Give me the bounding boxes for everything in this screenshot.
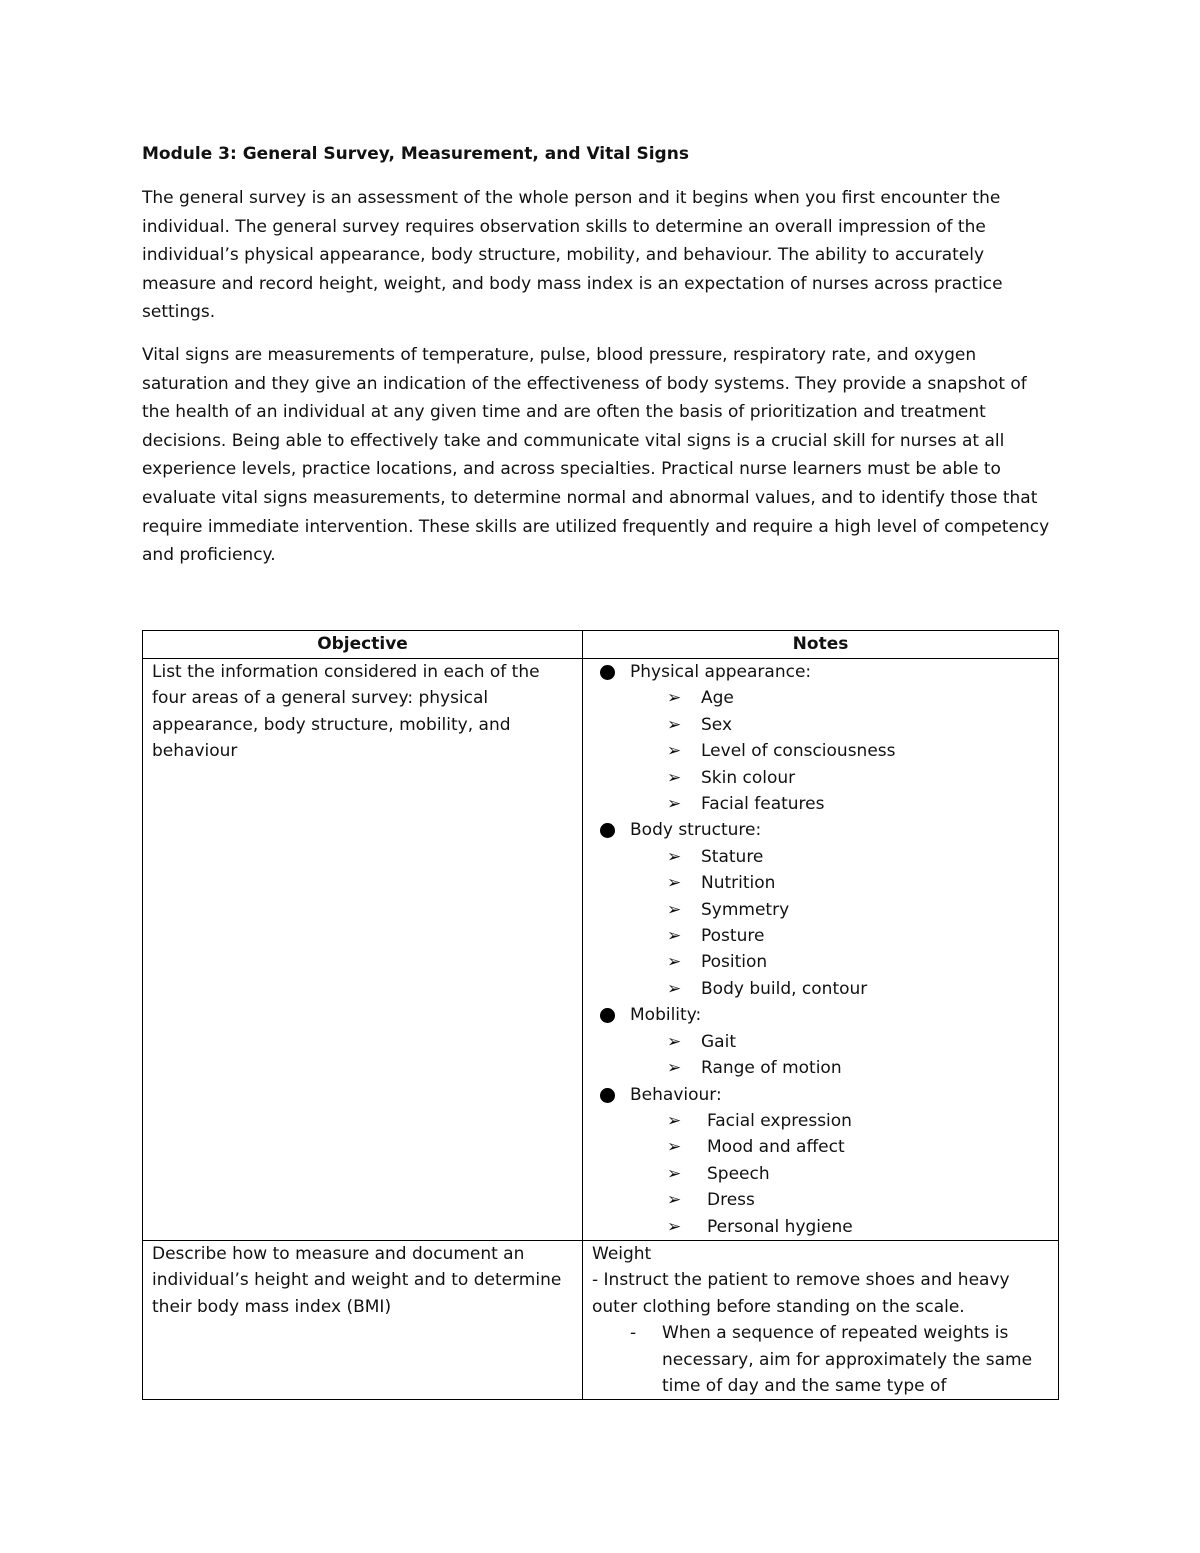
notes-bullet-list — [592, 659, 1050, 1240]
header-notes: Notes — [583, 631, 1059, 659]
table-row — [143, 1240, 1059, 1399]
sub-item-label: Stature — [701, 846, 764, 867]
arrowhead-bullet-icon: ➢ — [667, 978, 682, 999]
list-item — [667, 1134, 1050, 1160]
header-objective: Objective — [143, 631, 583, 659]
list-item — [630, 659, 1050, 817]
sub-list-physical-appearance — [630, 685, 1050, 817]
sub-list-behaviour — [630, 1108, 1050, 1240]
notes-general-survey — [583, 659, 1059, 1241]
sub-item-label: Mood and affect — [707, 1137, 845, 1158]
arrowhead-bullet-icon: ➢ — [667, 794, 682, 815]
list-item — [667, 1161, 1050, 1187]
intro-paragraph-general-survey: The general survey is an assessment of the whole person and it begins when you first encounter the individual. The general survey requires observation skills to determine an overall impression of the individual’s physical appearance, body structure, mobility, and behaviour. The ability to accurately measure and record height, weight, and body mass index is an expectation of nurses across practice settings. — [142, 188, 1003, 323]
list-item — [667, 1029, 1050, 1055]
sub-item-label: Posture — [701, 926, 765, 947]
bullet-dot-icon — [600, 665, 615, 680]
group-label-body-structure: Body structure: — [630, 820, 762, 841]
table-row — [143, 659, 1059, 1241]
group-label-behaviour: Behaviour: — [630, 1084, 722, 1105]
list-item — [667, 1187, 1050, 1213]
group-label-mobility: Mobility: — [630, 1005, 702, 1026]
sub-item-label: Speech — [707, 1163, 770, 1184]
list-item — [592, 1320, 1050, 1399]
arrowhead-bullet-icon: ➢ — [667, 1190, 682, 1211]
arrowhead-bullet-icon: ➢ — [667, 1163, 682, 1184]
sub-list-body-structure — [630, 844, 1050, 1002]
document-title: Module 3: General Survey, Measurement, and Vital Signs — [142, 144, 689, 164]
list-item — [667, 712, 1050, 738]
list-item — [630, 1002, 1050, 1081]
sub-item-label: Gait — [701, 1031, 736, 1052]
arrowhead-bullet-icon: ➢ — [667, 952, 682, 973]
sub-item-label: Skin colour — [701, 767, 796, 788]
bullet-dot-icon — [600, 1088, 615, 1103]
sub-item-label: Nutrition — [701, 873, 776, 894]
sub-item-label: Position — [701, 952, 768, 973]
arrowhead-bullet-icon: ➢ — [667, 1110, 682, 1131]
sub-list-mobility — [630, 1029, 1050, 1082]
arrowhead-bullet-icon: ➢ — [667, 741, 682, 762]
list-item — [667, 976, 1050, 1002]
document-body — [142, 140, 1060, 584]
list-item — [630, 1082, 1050, 1240]
notes-height-weight-bmi — [583, 1240, 1059, 1399]
objective-cell-content: Describe how to measure and document an individual’s height and weight and to determine their body mass index (BMI) — [152, 1243, 562, 1317]
objective-general-survey: List the information considered in each of the four areas of a general survey: physical appearance, body structure, mobility, and behaviour — [143, 659, 583, 1241]
list-item — [630, 817, 1050, 1002]
list-item — [667, 1214, 1050, 1240]
intro-paragraph-vital-signs: Vital signs are measurements of temperature, pulse, blood pressure, respiratory rate, and oxygen saturation and they give an indication of the effectiveness of body systems. They provide a snapshot of the health of an individual at any given time and are often the basis of prioritization and treatment decisions. Being able to effectively take and communicate vital signs is a crucial skill for nurses at all experience levels, practice locations, and across specialties. Practical nurse learners must be able to evaluate vital signs measurements, to determine normal and abnormal values, and to identify those that require immediate intervention. These skills are utilized frequently and require a high level of competency and proficiency. — [142, 344, 1050, 566]
weight-instruction: - Instruct the patient to remove shoes and heavy outer clothing before standing on the scale. — [592, 1270, 1010, 1317]
list-item — [667, 949, 1050, 975]
list-item — [667, 685, 1050, 711]
list-item — [667, 923, 1050, 949]
objective-height-weight-bmi — [143, 1240, 583, 1399]
arrowhead-bullet-icon: ➢ — [667, 926, 682, 947]
bullet-dot-icon — [600, 823, 615, 838]
list-item — [667, 1055, 1050, 1081]
arrowhead-bullet-icon: ➢ — [667, 1216, 682, 1237]
notes-cell-content — [592, 1241, 1050, 1399]
arrowhead-bullet-icon: ➢ — [667, 873, 682, 894]
sub-item-label: Range of motion — [701, 1058, 842, 1079]
objectives-table — [142, 630, 1059, 1400]
bullet-dot-icon — [600, 1008, 615, 1023]
sub-item-label: Facial features — [701, 794, 825, 815]
arrowhead-bullet-icon: ➢ — [667, 714, 682, 735]
sub-item-label: Level of consciousness — [701, 741, 896, 762]
sub-item-label: Sex — [701, 714, 733, 735]
dash-bullet: - — [630, 1323, 637, 1344]
arrowhead-bullet-icon: ➢ — [667, 1137, 682, 1158]
arrowhead-bullet-icon: ➢ — [667, 899, 682, 920]
list-item — [667, 844, 1050, 870]
sub-item-label: Body build, contour — [701, 978, 868, 999]
weight-heading: Weight — [592, 1243, 652, 1264]
arrowhead-bullet-icon: ➢ — [667, 846, 682, 867]
arrowhead-bullet-icon: ➢ — [667, 1058, 682, 1079]
sub-item-label: Facial expression — [707, 1110, 852, 1131]
sub-item-label: Age — [701, 688, 734, 709]
list-item — [667, 870, 1050, 896]
list-item — [667, 791, 1050, 817]
list-item — [667, 897, 1050, 923]
group-label-physical-appearance: Physical appearance: — [630, 662, 812, 682]
sub-item-label: Symmetry — [701, 899, 790, 920]
sub-item-label: Dress — [707, 1190, 755, 1211]
arrowhead-bullet-icon: ➢ — [667, 767, 682, 788]
arrowhead-bullet-icon: ➢ — [667, 1031, 682, 1052]
list-item — [667, 765, 1050, 791]
table-header-row — [143, 631, 1059, 659]
arrowhead-bullet-icon: ➢ — [667, 688, 682, 709]
sub-item-label: Personal hygiene — [707, 1216, 853, 1237]
list-item — [667, 738, 1050, 764]
list-item — [667, 1108, 1050, 1134]
repeated-weights-note: When a sequence of repeated weights is necessary, aim for approximately the same time of day and the same type of — [662, 1323, 1033, 1396]
